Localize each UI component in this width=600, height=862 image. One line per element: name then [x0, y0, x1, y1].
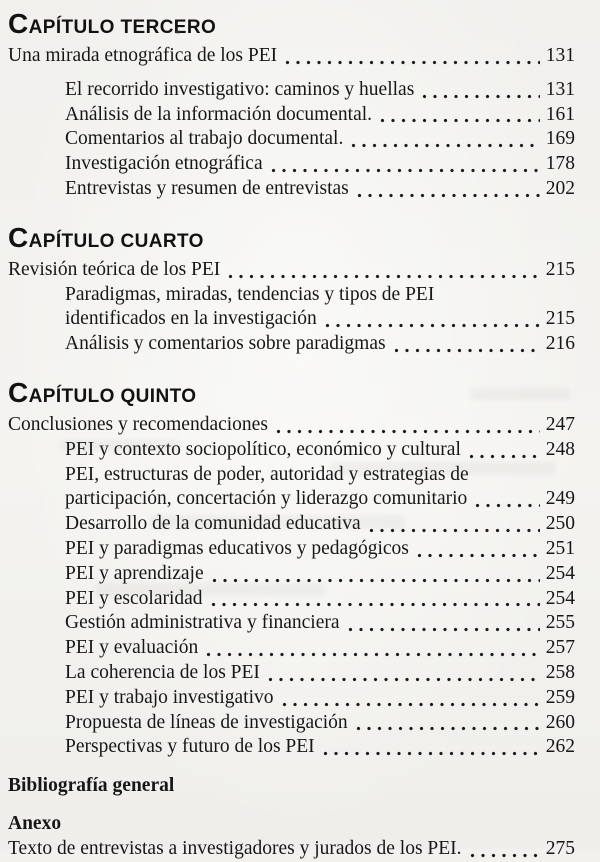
toc-entry	[8, 332, 575, 357]
toc-entry-page: 215	[545, 308, 575, 330]
dot-leader	[357, 193, 540, 198]
toc-entry-page: 178	[545, 153, 575, 175]
toc-entry	[8, 512, 575, 537]
dot-leader	[268, 677, 540, 682]
dot-leader	[470, 853, 540, 858]
section-capitulo-quinto	[8, 376, 575, 760]
toc-entry-title: PEI y aprendizaje	[65, 562, 204, 584]
dot-leader	[211, 602, 540, 607]
toc-entry	[8, 837, 575, 862]
toc-entry	[8, 735, 575, 760]
toc-entry	[8, 562, 575, 587]
toc-entry	[8, 307, 575, 332]
dot-leader	[325, 323, 540, 328]
toc-entry-title: Revisión teórica de los PEI	[8, 258, 221, 280]
toc-entry-page: 215	[545, 258, 575, 280]
toc-entry-page: 131	[545, 45, 575, 66]
dot-leader	[271, 168, 540, 173]
toc-entry-page: 131	[545, 78, 575, 100]
toc-entry-title: PEI y trabajo investigativo	[65, 686, 274, 708]
toc-entry-page: 257	[545, 637, 575, 659]
section-capitulo-cuarto	[8, 221, 575, 357]
backmatter-title: Bibliografía general	[8, 775, 175, 797]
toc-entry-title: Análisis y comentarios sobre paradigmas	[65, 333, 386, 355]
dot-leader	[282, 702, 540, 707]
dot-leader	[422, 94, 539, 99]
toc-entry	[8, 636, 575, 661]
toc-entry-title: El recorrido investigativo: caminos y huellas	[65, 78, 415, 100]
backmatter-heading-bibliografia	[8, 774, 575, 799]
toc-entry-title: Investigación etnográfica	[65, 153, 263, 175]
toc-entry	[8, 413, 575, 438]
toc-entry-title: PEI, estructuras de poder, autoridad y estrategias de	[65, 463, 469, 485]
section-capitulo-tercero	[8, 10, 575, 202]
dot-leader	[417, 553, 540, 558]
toc-entry	[8, 686, 575, 711]
toc-entry-title: identificados en la investigación	[65, 308, 317, 330]
dot-leader	[475, 503, 539, 508]
toc-entry	[8, 44, 575, 69]
toc-entry-page: 251	[545, 537, 575, 559]
toc-entry-page: 247	[545, 413, 575, 435]
dot-leader	[348, 627, 540, 632]
toc-entry	[8, 487, 575, 512]
dot-leader	[206, 652, 540, 657]
toc-entry	[8, 661, 575, 686]
dot-leader	[323, 751, 540, 756]
toc-entry-page: 216	[545, 333, 575, 355]
toc-entry-title: participación, concertación y liderazgo comunitario	[65, 488, 468, 510]
toc-entry	[8, 438, 575, 463]
chapter-heading: CAPÍTULO TERCERO	[8, 8, 217, 39]
toc-entry	[8, 152, 575, 177]
toc-entry-page: 258	[545, 661, 575, 683]
toc-entry-title: Una mirada etnográfica de los PEI	[8, 45, 278, 66]
toc-entry-page: 254	[545, 587, 575, 609]
toc-entry-title: Paradigmas, miradas, tendencias y tipos de PEI	[65, 283, 435, 305]
toc-entry-page: 249	[545, 488, 575, 510]
toc-entry-title: PEI y contexto sociopolítico, económico y cultural	[65, 438, 461, 460]
toc-entry-title: PEI y escolaridad	[65, 587, 203, 609]
toc-entry-title: PEI y paradigmas educativos y pedagógicos	[65, 537, 409, 559]
toc-entry-title: Perspectivas y futuro de los PEI	[65, 736, 315, 758]
dot-leader	[380, 118, 540, 123]
toc-entry-page: 248	[545, 438, 575, 460]
toc-entry	[8, 283, 575, 308]
toc-entry-title: Análisis de la información documental.	[65, 103, 373, 125]
toc-entry-page: 255	[545, 612, 575, 634]
dot-leader	[228, 274, 539, 279]
toc-entry-title: PEI y evaluación	[65, 637, 199, 659]
toc-entry-title: Conclusiones y recomendaciones	[8, 413, 268, 435]
dot-leader	[276, 429, 540, 434]
toc-entry	[8, 587, 575, 612]
toc-entry-page: 254	[545, 562, 575, 584]
scan-speck	[176, 30, 180, 34]
toc-entry-title: Gestión administrativa y financiera	[65, 612, 340, 634]
backmatter-heading-anexo	[8, 812, 575, 837]
toc-entry	[8, 711, 575, 736]
toc-entry	[8, 463, 575, 488]
toc-entry-page: 161	[545, 103, 575, 125]
toc-entry-title: Texto de entrevistas a investigadores y jurados de los PEI.	[8, 837, 462, 859]
toc-entry-title: Comentarios al trabajo documental.	[65, 128, 344, 150]
backmatter	[8, 774, 575, 861]
toc-entry	[8, 537, 575, 562]
chapter-heading: CAPÍTULO QUINTO	[8, 376, 197, 408]
toc-entry	[8, 127, 575, 152]
toc-entry-title: Propuesta de líneas de investigación	[65, 711, 348, 733]
toc-entry-page: 262	[545, 736, 575, 758]
toc-entry	[8, 611, 575, 636]
toc-entry	[8, 78, 575, 103]
dot-leader	[285, 60, 540, 65]
toc-entry-page: 250	[545, 513, 575, 535]
toc-entry-page: 275	[545, 837, 575, 859]
dot-leader	[369, 528, 540, 533]
toc-entry	[8, 177, 575, 202]
toc-entry	[8, 103, 575, 128]
dot-leader	[351, 143, 539, 148]
backmatter-title: Anexo	[8, 812, 62, 834]
toc-entry-page: 260	[545, 711, 575, 733]
dot-leader	[356, 726, 540, 731]
toc-entry-title: Desarrollo de la comunidad educativa	[65, 513, 361, 535]
toc-entry-page: 169	[545, 128, 575, 150]
toc-entry-page: 202	[545, 177, 575, 199]
dot-leader	[469, 454, 540, 459]
chapter-heading: CAPÍTULO CUARTO	[8, 221, 204, 253]
toc-entry-title: La coherencia de los PEI	[65, 661, 260, 683]
dot-leader	[212, 578, 540, 583]
toc-entry-page: 259	[545, 686, 575, 708]
dot-leader	[394, 348, 540, 353]
toc-entry-title: Entrevistas y resumen de entrevistas	[65, 177, 349, 199]
toc-entry	[8, 258, 575, 283]
